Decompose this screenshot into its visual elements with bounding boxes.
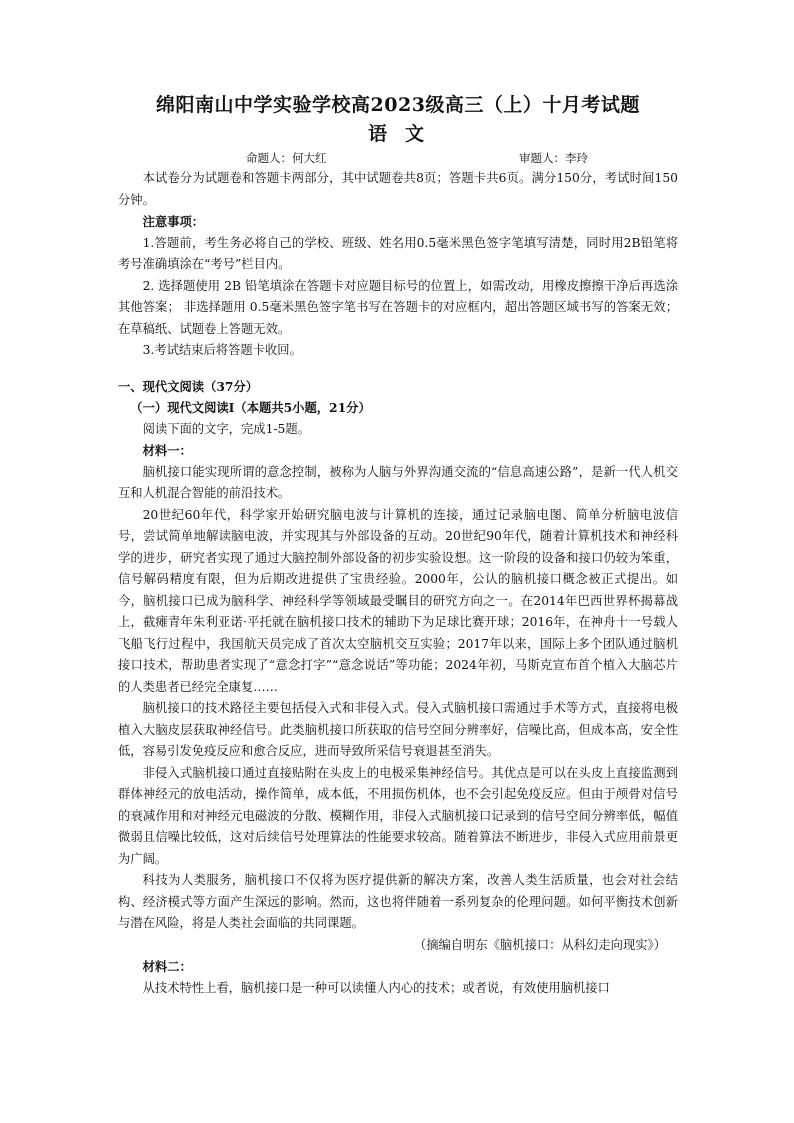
note-item: 2. 选择题使用 2B 铅笔填涂在答题卡对应题目标号的位置上，如需改动，用橡皮擦擦干净后再选涂其他答案； 非选择题用 0.5毫米黑色签字笔书写在答题卡的对应框内，超出答题区域书写的答案无效； 在草稿纸、试题卷上答题无效。 bbox=[118, 278, 678, 336]
notes-heading: 注意事项： bbox=[142, 214, 205, 229]
material-paragraph: 20世纪60年代，科学家开始研究脑电波与计算机的连接，通过记录脑电图、简单分析脑电波信号，尝试简单地解读脑电波，并实现其与外部设备的互动。20世纪90年代，随着计算机技术和神经科学的进步，研究者实现了通过大脑控制外部设备的初步实验设想。这一阶段的设备和接口仍较为笨重，信号解码精度有限，但为后期改进提供了宝贵经验。2000年，公认的脑机接口概念被正式提出。如今，脑机接口已成为脑科学、神经科学等领域最受瞩目的研究方向之一。在2014年巴西世界杯揭幕战上，截瘫青年朱利亚诺·平托就在脑机接口技术的辅助下为足球比赛开球；2016年，在神舟十一号载人飞船飞行过程中，我国航天员完成了首次太空脑机交互实验；2017年以来，国际上多个团队通过脑机接口技术，帮助患者实现了“意念打字”“意念说话”等功能；2024年初，马斯克宣布首个植入大脑芯片的人类患者已经完全康复…… bbox=[118, 507, 678, 694]
note-item: 1.答题前，考生务必将自己的学校、班级、姓名用0.5毫米黑色签字笔填写清楚，同时用2B铅笔将考号准确填涂在“考号”栏目内。 bbox=[118, 235, 678, 271]
material-two-label: 材料二： bbox=[142, 959, 192, 974]
instruction-text: 阅读下面的文字，完成1-5题。 bbox=[142, 421, 310, 436]
material-paragraph: 从技术特性上看，脑机接口是一种可以读懂人内心的技术；或者说，有效使用脑机接口 bbox=[142, 980, 610, 995]
intro-paragraph: 本试卷分为试题卷和答题卡两部分，其中试题卷共8页；答题卡共6页。满分150分，考试时间150分钟。 bbox=[118, 171, 678, 207]
author-line bbox=[118, 148, 678, 168]
setter-label: 命题人：何大红 bbox=[246, 151, 327, 165]
material-paragraph: 科技为人类服务，脑机接口不仅将为医疗提供新的解决方案，改善人类生活质量，也会对社会结构、经济模式等方面产生深远的影响。然而，这也将伴随着一系列复杂的伦理问题。如何平衡技术创新与潜在风险，将是人类社会面临的共同课题。 bbox=[118, 873, 678, 930]
subject-title: 语文 bbox=[367, 123, 442, 145]
material-paragraph: 非侵入式脑机接口通过直接贴附在头皮上的电极采集神经信号。其优点是可以在头皮上直接监测到群体神经元的放电活动，操作简单，成本低，不用损伤机体，也不会引起免疫反应。但由于颅骨对信号的衰减作用和对神经元电磁波的分散、模糊作用，非侵入式脑机接口记录到的信号空间分辨率低，幅值微弱且信噪比较低，这对后续信号处理算法的性能要求较高。随着算法不断进步，非侵入式应用前景更为广阔。 bbox=[118, 765, 678, 866]
note-item: 3.考试结束后将答题卡收回。 bbox=[142, 343, 302, 357]
section-heading: 一、现代文阅读（37分） bbox=[118, 378, 259, 394]
material-paragraph: 脑机接口能实现所谓的意念控制，被称为人脑与外界沟通交流的“信息高速公路”，是新一代人机交互和人机混合智能的前沿技术。 bbox=[118, 464, 678, 500]
exam-title: 绵阳南山中学实验学校高2023级高三（上）十月考试题 bbox=[156, 94, 640, 116]
material-one-label: 材料一： bbox=[142, 443, 192, 458]
exam-page bbox=[118, 92, 678, 999]
reviewer-label: 审题人：李玲 bbox=[519, 151, 588, 165]
material-source: （摘编自明东《脑机接口：从科幻走向现实》） bbox=[413, 937, 666, 952]
material-paragraph: 脑机接口的技术路径主要包括侵入式和非侵入式。侵入式脑机接口需通过手术等方式，直接将电极植入大脑皮层获取神经信号。此类脑机接口所获取的信号空间分辨率好，信噪比高，但成本高，安全性低，容易引发免疫反应和愈合反应，进而导致所采信号衰退甚至消失。 bbox=[118, 701, 678, 758]
subsection-heading: （一）现代文阅读Ⅰ（本题共5小题，21分） bbox=[130, 400, 371, 415]
